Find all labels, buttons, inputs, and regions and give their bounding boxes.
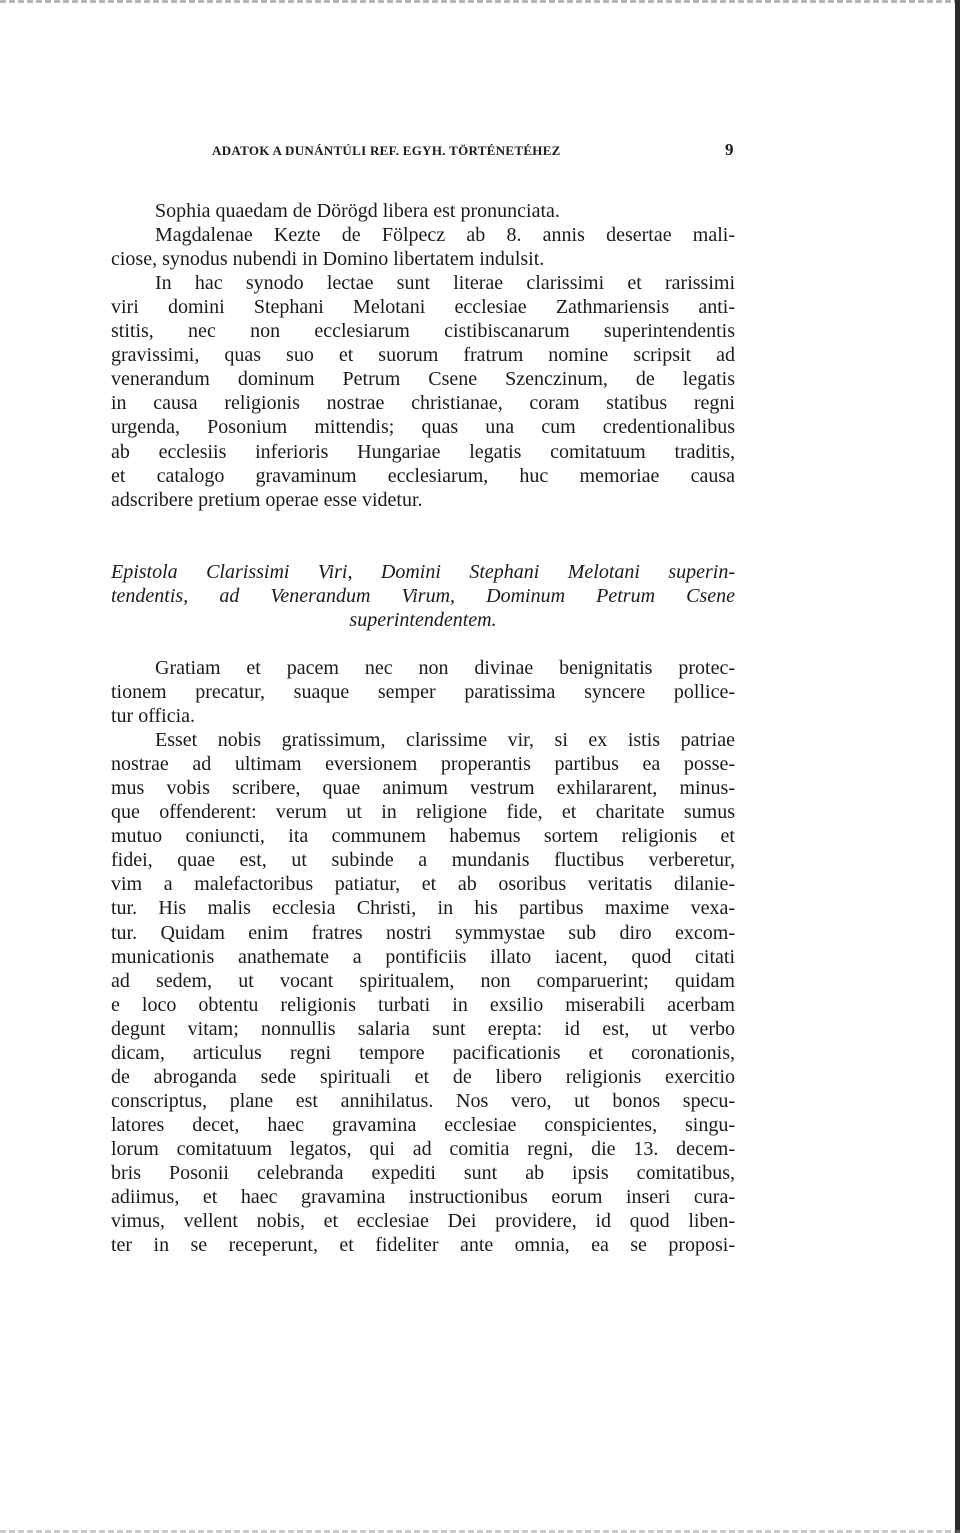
text-line: Epistola Clarissimi Viri, Domini Stephani Melotani superin- [111, 560, 735, 583]
text-line: stitis, nec non ecclesiarum cistibiscanarum superintendentis [111, 320, 735, 343]
text-line: bris Posonii celebranda expediti sunt ab ipsis comitatibus, [111, 1162, 735, 1184]
text-line: Gratiam et pacem nec non divinae benignitatis protec- [155, 656, 735, 679]
text-line: e loco obtentu religionis turbati in exsilio miserabili acerbam [111, 993, 735, 1016]
text-line: lorum comitatuum legatos, qui ad comitia regni, die 13. decem- [111, 1137, 735, 1160]
text-line: tionem precatur, suaque semper paratissima syncere pollice- [111, 681, 735, 703]
text-line: degunt vitam; nonnullis salaria sunt erepta: id est, ut verbo [111, 1017, 735, 1040]
text-line: mus vobis scribere, quae animum vestrum exhilararent, minus- [111, 777, 735, 800]
text-line: conscriptus, plane est annihilatus. Nos vero, ut bonos specu- [111, 1089, 735, 1112]
text-line: tur. Quidam enim fratres nostri symmystae sub diro excom- [111, 921, 735, 944]
text-line: superintendentem. [349, 608, 497, 631]
text-line: fidei, quae est, ut subinde a mundanis fluctibus verberetur, [111, 849, 735, 872]
text-line: viri domini Stephani Melotani ecclesiae Zathmariensis anti- [111, 296, 735, 319]
text-line: municationis anathemate a pontificiis illato iacent, quod citati [111, 945, 735, 968]
text-line: in causa religionis nostrae christianae, coram statibus regni [111, 392, 735, 415]
text-line: urgenda, Posonium mittendis; quas una cum credentionalibus [111, 416, 735, 439]
text-line: ciose, synodus nubendi in Domino libertatem indulsit. [111, 248, 545, 271]
text-line: et catalogo gravaminum ecclesiarum, huc memoriae causa [111, 464, 735, 487]
text-line: tur officia. [111, 705, 196, 728]
text-line: adscribere pretium operae esse videtur. [111, 488, 423, 511]
text-line: tur. His malis ecclesia Christi, in his partibus maxime vexa- [111, 897, 735, 920]
text-line: que offenderent: verum ut in religione fide, et charitate sumus [111, 801, 735, 824]
text-line: nostrae ad ultimam eversionem properantis partibus ea posse- [111, 753, 735, 776]
text-line: venerandum dominum Petrum Csene Szenczinum, de legatis [111, 368, 735, 391]
text-line: dicam, articulus regni tempore pacificationis et coronationis, [111, 1041, 735, 1064]
text-line: In hac synodo lectae sunt literae clarissimi et rarissimi [155, 272, 735, 295]
running-title: ADATOK A DUNÁNTÚLI REF. EGYH. TÖRTÉNETÉHEZ [212, 143, 561, 158]
text-line: ter in se receperunt, et fideliter ante omnia, ea se proposi- [111, 1234, 735, 1257]
text-line: vimus, vellent nobis, et ecclesiae Dei providere, id quod liben- [111, 1210, 735, 1233]
page-bottom-edge [0, 1524, 960, 1533]
text-line: vim a malefactoribus patiatur, et ab osoribus veritatis dilanie- [111, 873, 735, 896]
text-line: tendentis, ad Venerandum Virum, Dominum Petrum Csene [111, 584, 735, 607]
text-line: Magdalenae Kezte de Fölpecz ab 8. annis desertae mali- [155, 224, 735, 247]
text-line: adiimus, et haec gravamina instructionibus eorum inseri cura- [111, 1186, 735, 1209]
page-right-edge [955, 0, 960, 1533]
text-line: ad sedem, ut vocant spiritualem, non comparuerint; quidam [111, 969, 735, 992]
text-line: Sophia quaedam de Dörögd libera est pronunciata. [155, 200, 560, 222]
text-line: Esset nobis gratissimum, clarissime vir, si ex istis patriae [155, 729, 735, 752]
text-line: de abroganda sede spirituali et de libero religionis exercitio [111, 1065, 735, 1088]
page-number: 9 [725, 140, 734, 159]
page-top-edge [0, 0, 960, 9]
text-line: latores decet, haec gravamina ecclesiae conspicientes, singu- [111, 1113, 735, 1136]
text-line: mutuo coniuncti, ita communem habemus sortem religionis et [111, 825, 735, 848]
text-line: ab ecclesiis inferioris Hungariae legatis comitatuum traditis, [111, 440, 735, 463]
text-line: gravissimi, quas suo et suorum fratrum nomine scripsit ad [111, 344, 735, 367]
